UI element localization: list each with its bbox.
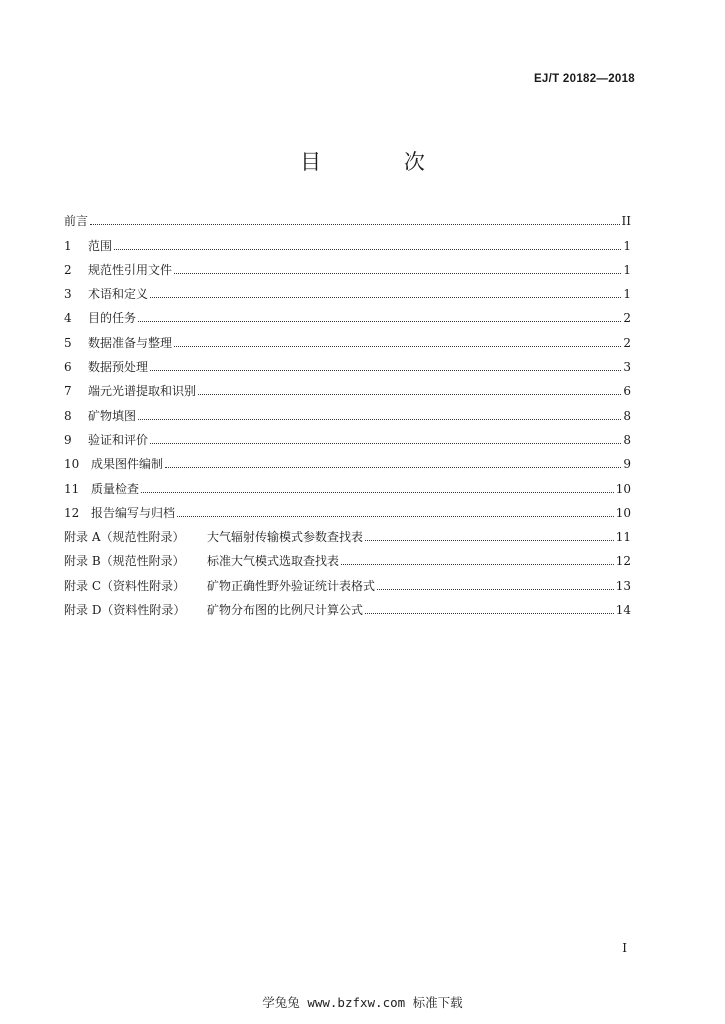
footer-watermark: 学兔兔 www.bzfxw.com 标准下载 <box>262 995 463 1010</box>
toc-entry-title: 目的任务 <box>88 311 137 326</box>
toc-entry-title: 前言 <box>64 214 89 229</box>
page-number: I <box>622 941 627 955</box>
toc-entry-7[interactable] <box>64 374 631 398</box>
dot-leader <box>141 492 614 493</box>
toc-entry-page: 6 <box>623 384 631 399</box>
toc-entry-11[interactable] <box>64 471 631 495</box>
toc-entry-title: 规范性引用文件 <box>88 262 173 277</box>
toc-entry-appendix-a[interactable] <box>64 520 631 544</box>
toc-entry-title: 报告编写与归档 <box>91 505 176 520</box>
toc-entry-title: 验证和评价 <box>88 432 149 447</box>
toc-entry-title: 质量检查 <box>91 481 140 496</box>
toc-entry-5[interactable] <box>64 325 631 349</box>
dot-leader <box>198 394 621 395</box>
dot-leader <box>341 564 614 565</box>
toc-entry-page: II <box>621 214 631 229</box>
toc-entry-page: 11 <box>615 530 631 545</box>
toc-entry-page: 1 <box>623 287 631 302</box>
dot-leader <box>365 540 614 541</box>
toc-entry-title: 矿物正确性野外验证统计表格式 <box>207 578 376 593</box>
dot-leader <box>138 321 621 322</box>
toc-entry-4[interactable] <box>64 301 631 325</box>
dot-leader <box>174 273 621 274</box>
toc-entry-6[interactable] <box>64 350 631 374</box>
toc-entry-number: 11 <box>64 481 80 496</box>
toc-entry-number: 6 <box>64 360 72 375</box>
toc-entry-12[interactable] <box>64 496 631 520</box>
toc-entry-page: 1 <box>623 262 631 277</box>
toc-entry-title: 矿物分布图的比例尺计算公式 <box>207 603 364 618</box>
toc-entry-title: 数据准备与整理 <box>88 335 173 350</box>
dot-leader <box>377 589 614 590</box>
page-title: 目 次 <box>300 150 463 174</box>
toc-entry-number: 4 <box>64 311 72 326</box>
dot-leader <box>150 370 621 371</box>
toc-entry-number: 3 <box>64 287 72 302</box>
toc-entry-2[interactable] <box>64 253 631 277</box>
toc-entry-number: 8 <box>64 408 72 423</box>
toc-entry-number: 7 <box>64 384 72 399</box>
toc-entry-page: 13 <box>615 578 631 593</box>
toc-entry-page: 9 <box>623 457 631 472</box>
toc-entry-8[interactable] <box>64 398 631 422</box>
toc-entry-10[interactable] <box>64 447 631 471</box>
dot-leader <box>150 297 621 298</box>
toc-entry-page: 2 <box>623 311 631 326</box>
toc-entry-page: 2 <box>623 335 631 350</box>
toc-entry-number: 12 <box>64 505 80 520</box>
toc-entry-number: 5 <box>64 335 72 350</box>
dot-leader <box>165 467 621 468</box>
dot-leader <box>150 443 621 444</box>
dot-leader <box>177 516 614 517</box>
toc-entry-appendix-b[interactable] <box>64 544 631 568</box>
toc-entry-page: 14 <box>615 603 631 618</box>
toc-entry-number: 1 <box>64 238 72 253</box>
toc-entry-appendix-d[interactable] <box>64 593 631 617</box>
toc-entry-9[interactable] <box>64 423 631 447</box>
toc-entry-page: 10 <box>615 481 631 496</box>
toc-entry-title: 矿物填图 <box>88 408 137 423</box>
toc-entry-page: 8 <box>623 432 631 447</box>
toc-entry-1[interactable] <box>64 228 631 252</box>
appendix-prefix: 附录 B（规范性附录） <box>64 554 185 569</box>
toc-entry-title: 数据预处理 <box>88 360 149 375</box>
table-of-contents <box>64 204 631 617</box>
toc-entry-title: 标准大气模式选取查找表 <box>207 554 340 569</box>
toc-entry-page: 8 <box>623 408 631 423</box>
toc-entry-title: 端元光谱提取和识别 <box>88 384 197 399</box>
appendix-prefix: 附录 C（资料性附录） <box>64 578 185 593</box>
dot-leader <box>138 419 621 420</box>
dot-leader <box>174 346 621 347</box>
toc-entry-title: 大气辐射传输模式参数查找表 <box>207 530 364 545</box>
standard-code: EJ/T 20182—2018 <box>533 73 635 85</box>
dot-leader <box>114 249 621 250</box>
dot-leader <box>365 613 614 614</box>
dot-leader <box>90 224 620 225</box>
toc-entry-page: 1 <box>623 238 631 253</box>
toc-entry-3[interactable] <box>64 277 631 301</box>
appendix-prefix: 附录 A（规范性附录） <box>64 530 185 545</box>
toc-entry-page: 10 <box>615 505 631 520</box>
toc-entry-number: 9 <box>64 432 72 447</box>
toc-entry-title: 术语和定义 <box>88 287 149 302</box>
toc-entry-appendix-c[interactable] <box>64 568 631 592</box>
toc-entry-number: 10 <box>64 457 80 472</box>
appendix-prefix: 附录 D（资料性附录） <box>64 603 186 618</box>
toc-entry-foreword[interactable] <box>64 204 631 228</box>
toc-entry-page: 12 <box>615 554 631 569</box>
toc-entry-title: 成果图件编制 <box>91 457 164 472</box>
toc-entry-title: 范围 <box>88 238 113 253</box>
toc-entry-page: 3 <box>623 360 631 375</box>
toc-entry-number: 2 <box>64 262 72 277</box>
